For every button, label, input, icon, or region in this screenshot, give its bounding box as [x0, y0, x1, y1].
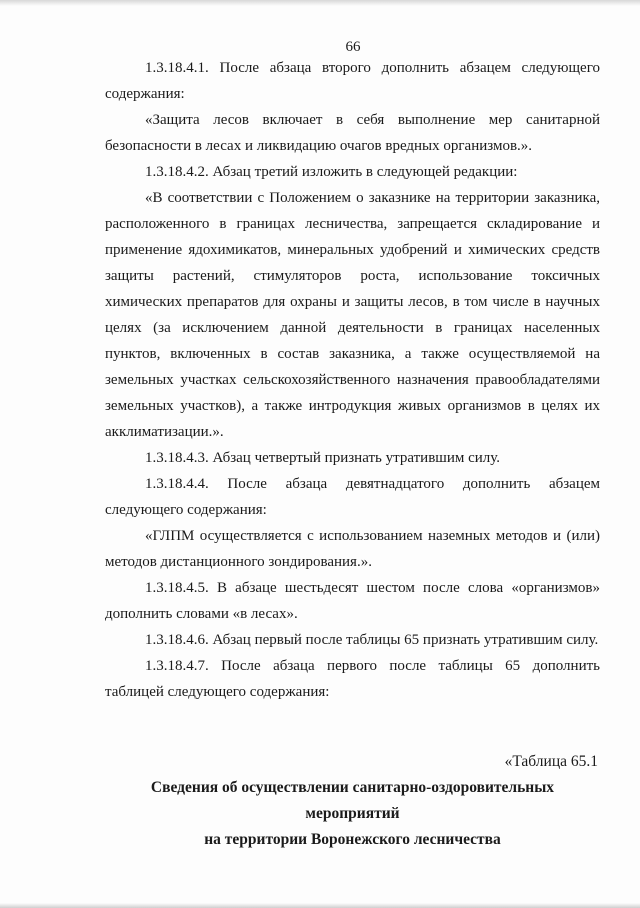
- scan-edge-bottom: [0, 903, 640, 908]
- table-heading-line-1: Сведения об осуществлении санитарно-оздоровительных мероприятий: [150, 779, 555, 822]
- paragraph-1-3-18-4-4: 1.3.18.4.4. После абзаца девятнадцатого дополнить абзацем следующего содержания:: [105, 476, 600, 518]
- paragraph-1-3-18-4-5: 1.3.18.4.5. В абзаце шестьдесят шестом после слова «организмов» дополнить словами «в лесах».: [105, 580, 600, 622]
- page-number: 66: [345, 39, 361, 55]
- table-heading-line-2: на территории Воронежского лесничества: [204, 831, 501, 848]
- paragraph-1-3-18-4-3: 1.3.18.4.3. Абзац четвертый признать утратившим силу.: [145, 450, 501, 466]
- quote-forest-protection: «Защита лесов включает в себя выполнение мер санитарной безопасности в лесах и ликвидацию очагов вредных организмов.».: [105, 112, 600, 154]
- spacer: [105, 705, 600, 749]
- paragraph-1-3-18-4-1: 1.3.18.4.1. После абзаца второго дополнить абзацем следующего содержания:: [105, 60, 600, 102]
- document-body: [105, 55, 600, 853]
- scan-edge-top: [0, 0, 640, 6]
- paragraph-1-3-18-4-6: 1.3.18.4.6. Абзац первый после таблицы 65 признать утратившим силу.: [145, 632, 599, 648]
- quote-glpm-methods: «ГЛПМ осуществляется с использованием наземных методов и (или) методов дистанционного зондирования.».: [105, 528, 600, 570]
- paragraph-1-3-18-4-2: 1.3.18.4.2. Абзац третий изложить в следующей редакции:: [145, 164, 518, 180]
- paragraph-1-3-18-4-7: 1.3.18.4.7. После абзаца первого после таблицы 65 дополнить таблицей следующего содержания:: [105, 658, 600, 700]
- quote-reserve-regulation: «В соответствии с Положением о заказнике на территории заказника, расположенного в границах лесничества, запрещается складирование и применение ядохимикатов, минеральных удобрений и химических средств защиты растений, стимуляторов роста, использование токсичных химических препаратов для охраны и защиты лесов, в том числе в научных целях (за исключением данной деятельности в границах населенных пунктов, включенных в состав заказника, а также осуществляемой на земельных участках сельскохозяйственного назначения правообладателями земельных участков), а также интродукция живых организмов в целях их акклиматизации.».: [105, 190, 600, 440]
- table-reference: «Таблица 65.1: [504, 753, 598, 770]
